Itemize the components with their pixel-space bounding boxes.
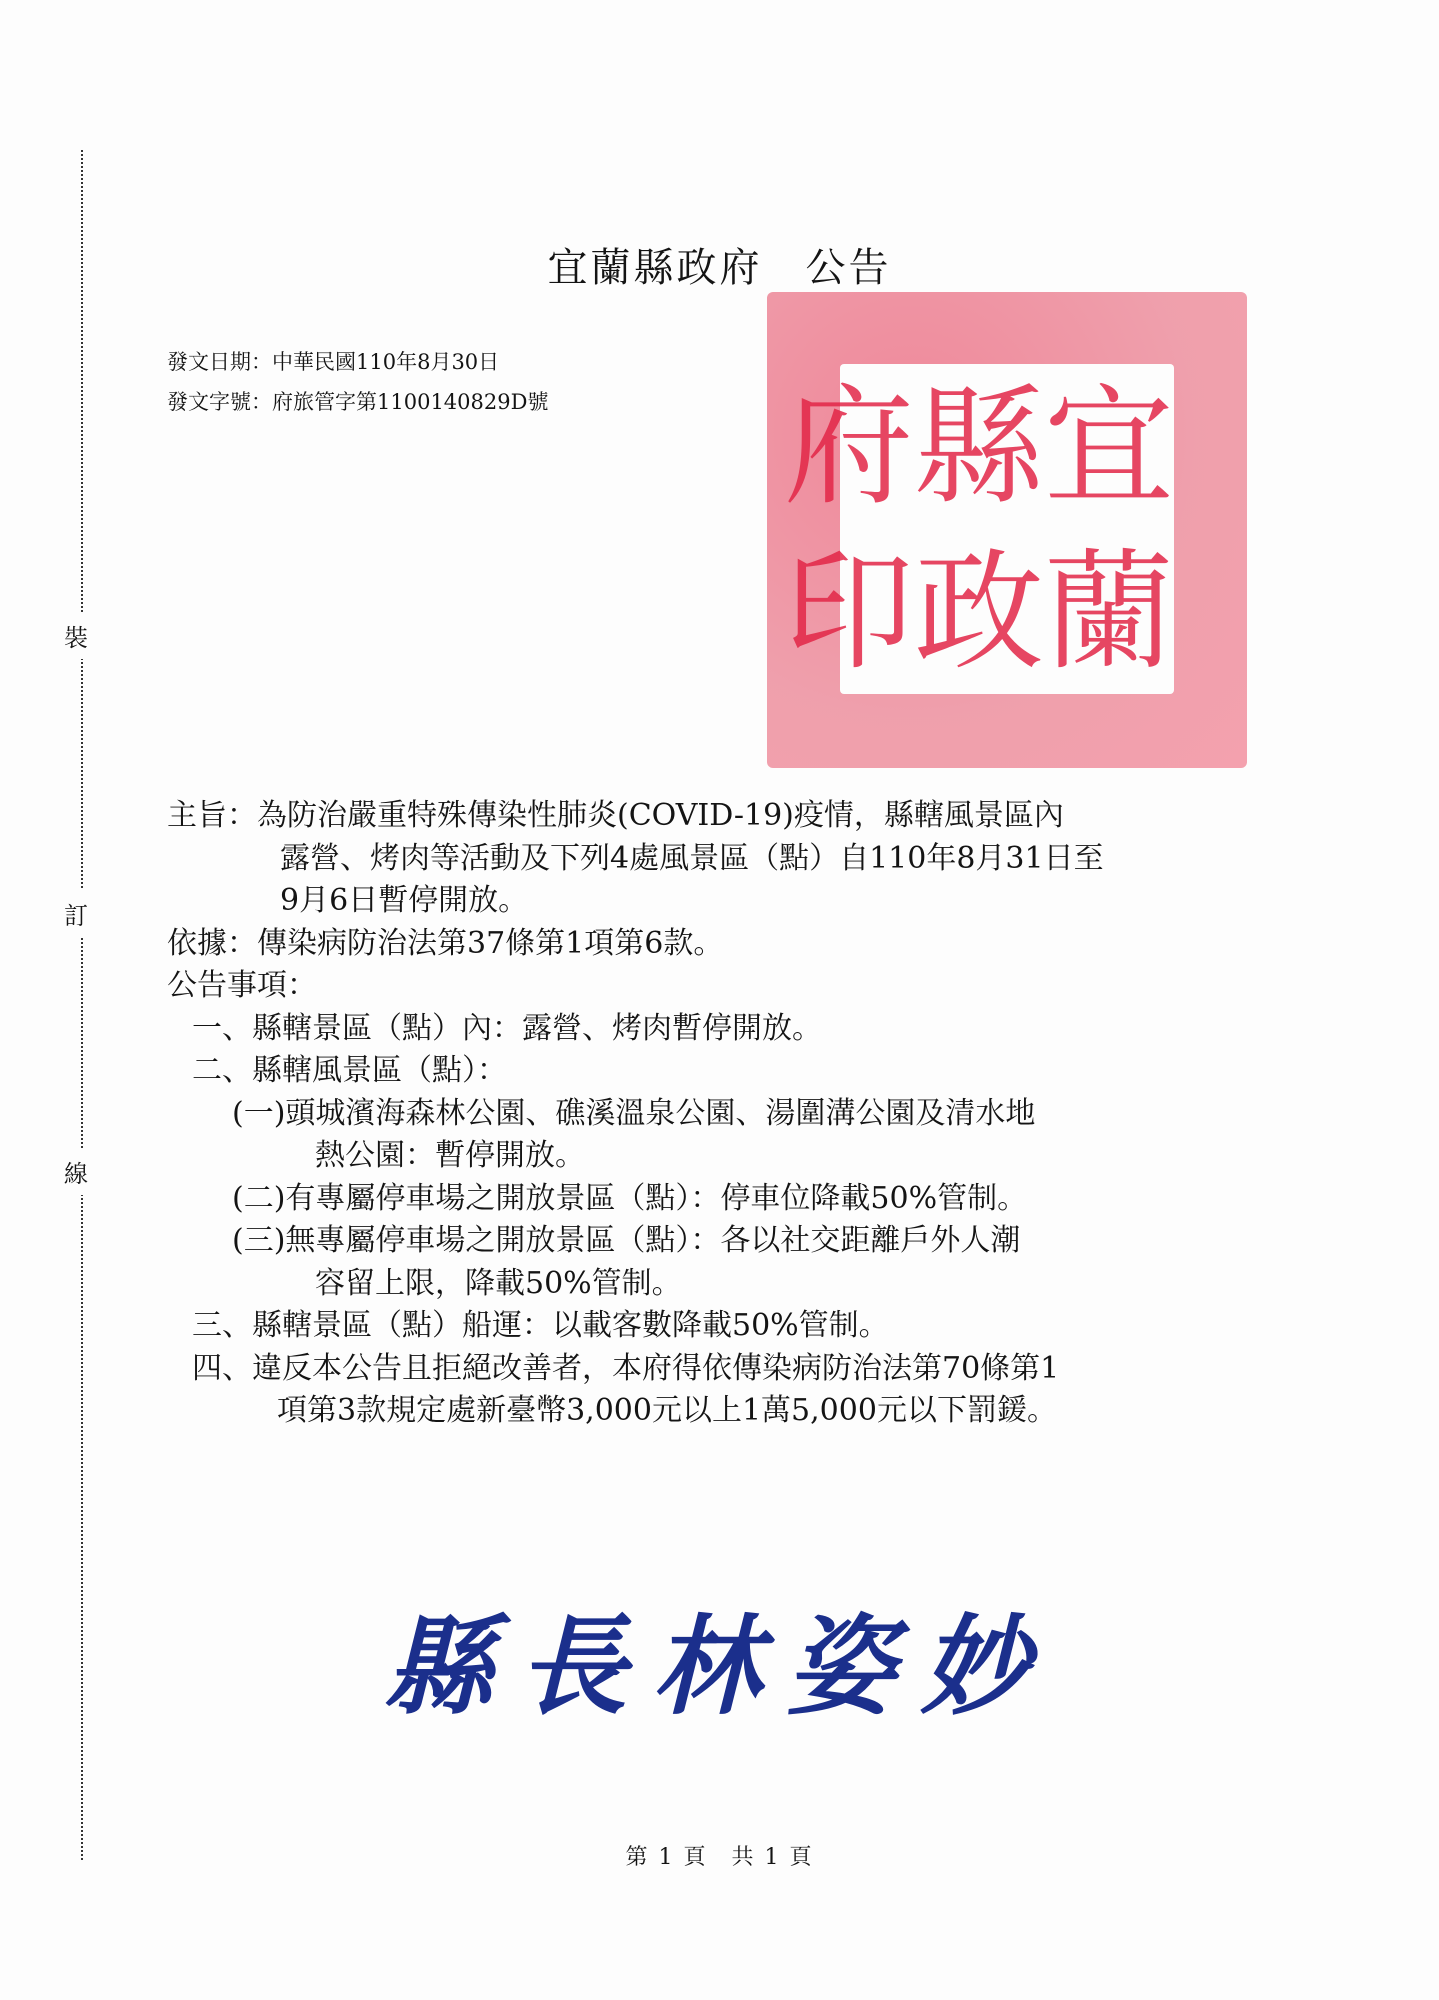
basis-line: 依據：傳染病防治法第37條第1項第6款。: [167, 925, 724, 961]
item-2: 二、縣轄風景區（點）：: [192, 1053, 507, 1088]
announcement-body: [167, 795, 1277, 1433]
item-2-sub-2: (二)有專屬停車場之開放景區（點）：停車位降載50%管制。: [232, 1180, 1028, 1216]
binding-char-xian: 線: [64, 1148, 88, 1195]
seal-char: 蘭: [1043, 535, 1174, 688]
item-3: 三、縣轄景區（點）船運：以載客數降載50%管制。: [192, 1308, 889, 1343]
item-2-sub-3: (三)無專屬停車場之開放景區（點）：各以社交距離戶外人潮: [232, 1223, 1021, 1258]
item-4: 四、違反本公告且拒絕改善者，本府得依傳染病防治法第70條第1: [192, 1350, 1060, 1386]
issue-number: 發文字號：府旅管字第1100140829D號: [167, 390, 549, 414]
magistrate-signature: 縣長林姿妙: [384, 1604, 1055, 1730]
official-seal: [767, 292, 1247, 768]
seal-char: 宜: [1043, 370, 1174, 523]
seal-char: 縣: [913, 370, 1044, 523]
subject-line-2: 露營、烤肉等活動及下列4處風景區（點）自110年8月31日至: [280, 840, 1104, 876]
item-1: 一、縣轄景區（點）內：露營、烤肉暫停開放。: [192, 1010, 822, 1046]
binding-char-zhuang: 裝: [64, 612, 88, 659]
subject-line-1: 主旨：為防治嚴重特殊傳染性肺炎(COVID-19)疫情，縣轄風景區內: [167, 798, 1064, 833]
items-header: 公告事項：: [167, 968, 317, 1003]
seal-char: 府: [783, 370, 914, 523]
item-2-sub-1: (一)頭城濱海森林公園、礁溪溫泉公園、湯圍溝公園及清水地: [232, 1095, 1036, 1131]
seal-char: 印: [783, 535, 914, 688]
document-title: 宜蘭縣政府 公告: [547, 245, 892, 291]
item-4-cont: 項第3款規定處新臺幣3,000元以上1萬5,000元以下罰鍰。: [277, 1393, 1057, 1428]
seal-char: 政: [913, 535, 1044, 688]
issue-date: 發文日期：中華民國110年8月30日: [167, 350, 500, 374]
page-footer: 第 1 頁 共 1 頁: [625, 1845, 814, 1870]
binding-char-ding: 訂: [64, 890, 88, 937]
item-2-sub-1-cont: 熱公園：暫停開放。: [315, 1138, 585, 1173]
item-2-sub-3-cont: 容留上限，降載50%管制。: [315, 1265, 682, 1301]
subject-line-3: 9月6日暫停開放。: [280, 883, 529, 918]
seal-inner: [783, 364, 1174, 694]
